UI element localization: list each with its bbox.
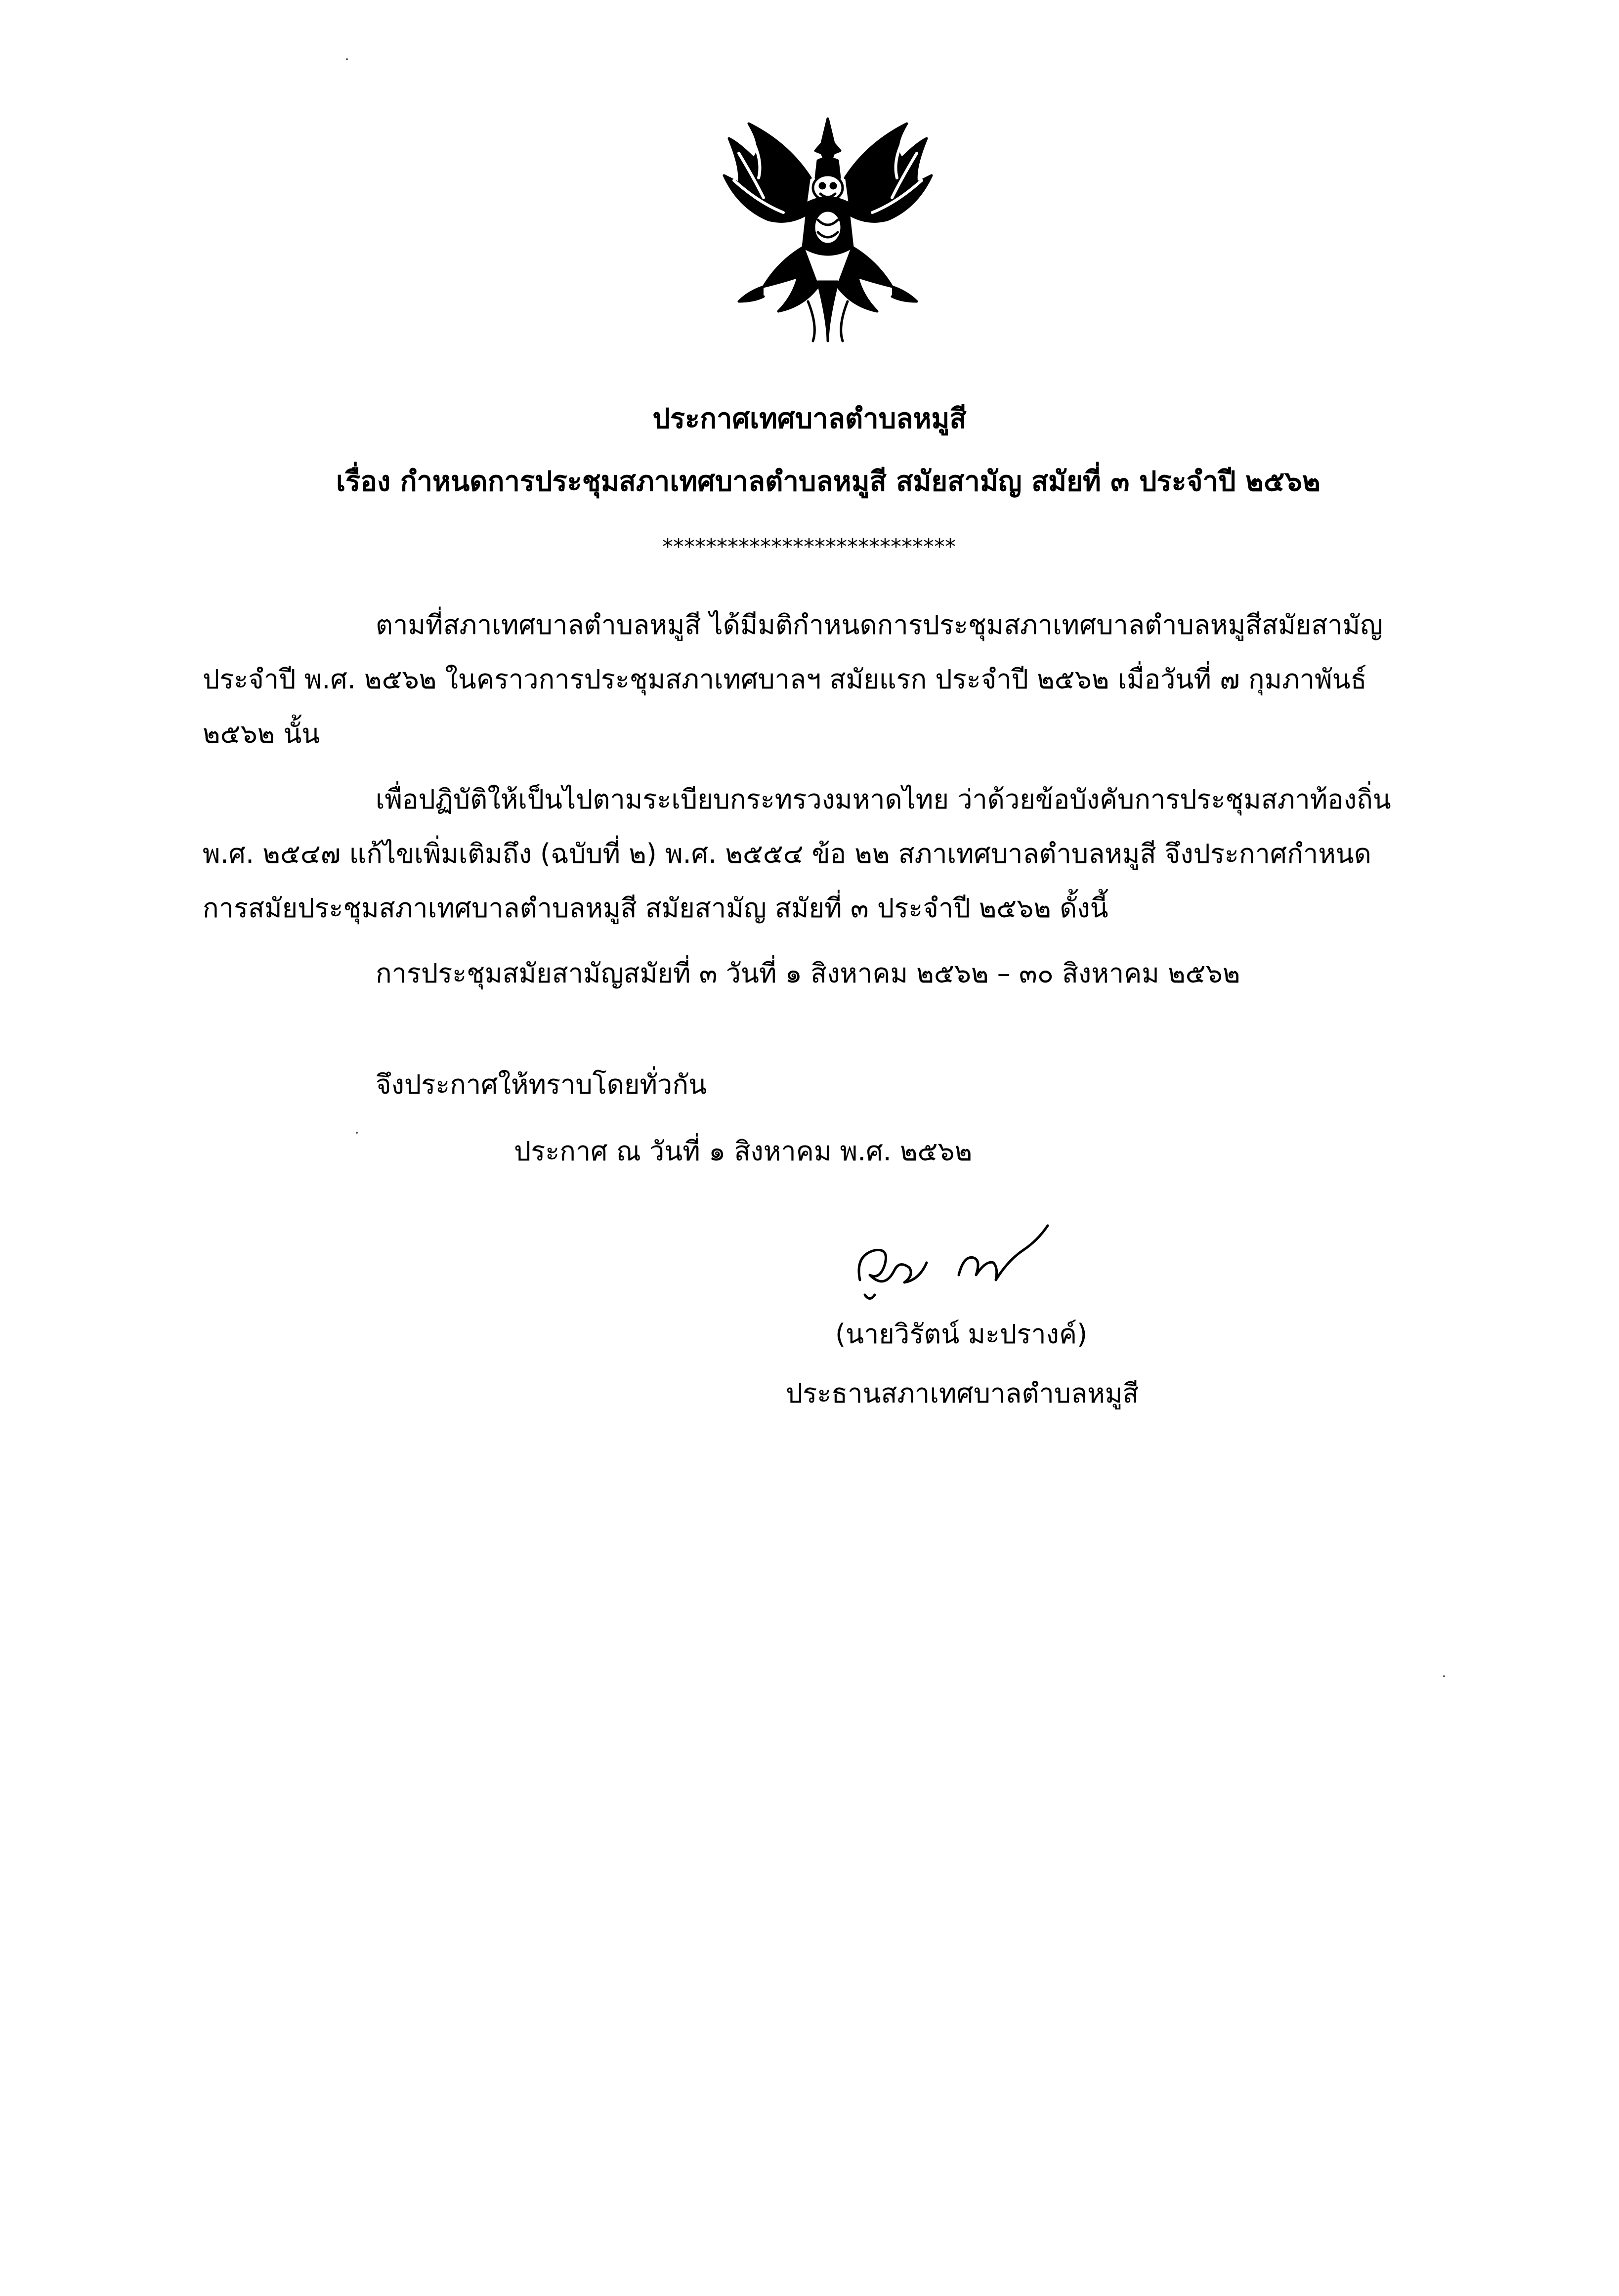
- paragraph-1-line-3: ๒๕๖๒ นั้น: [203, 718, 320, 749]
- announcement-date: ประกาศ ณ วันที่ ๑ สิงหาคม พ.ศ. ๒๕๖๒: [514, 1136, 973, 1167]
- handwritten-signature: [840, 1221, 1077, 1305]
- closing-statement: จึงประกาศให้ทราบโดยทั่วกัน: [376, 1069, 707, 1100]
- separator-line: ***************************: [662, 534, 956, 559]
- announcement-title: ประกาศเทศบาลตำบลหมูสี: [652, 403, 967, 435]
- paragraph-2-line-2: พ.ศ. ๒๕๔๗ แก้ไขเพิ่มเติมถึง (ฉบับที่ ๒) พ.ศ. ๒๕๕๔ ข้อ ๒๒ สภาเทศบาลตำบลหมูสี จึงประกาศกำหนด: [203, 838, 1371, 869]
- scan-speck: [356, 1132, 358, 1134]
- garuda-emblem-icon: [719, 114, 937, 346]
- paragraph-2-line-3: การสมัยประชุมสภาเทศบาลตำบลหมูสี สมัยสามัญ สมัยที่ ๓ ประจำปี ๒๕๖๒ ดั้งนี้: [203, 893, 1108, 924]
- scan-speck: [1443, 1675, 1445, 1677]
- meeting-schedule: การประชุมสมัยสามัญสมัยที่ ๓ วันที่ ๑ สิงหาคม ๒๕๖๒ – ๓๐ สิงหาคม ๒๕๖๒: [376, 958, 1240, 989]
- paragraph-1-line-1: ตามที่สภาเทศบาลตำบลหมูสี ได้มีมติกำหนดการประชุมสภาเทศบาลตำบลหมูสีสมัยสามัญ: [376, 609, 1383, 640]
- scan-speck: [346, 58, 348, 60]
- signatory-position: ประธานสภาเทศบาลตำบลหมูสี: [786, 1378, 1139, 1409]
- announcement-subject: เรื่อง กำหนดการประชุมสภาเทศบาลตำบลหมูสี สมัยสามัญ สมัยที่ ๓ ประจำปี ๒๕๖๒: [336, 466, 1321, 498]
- paragraph-2-line-1: เพื่อปฏิบัติให้เป็นไปตามระเบียบกระทรวงมหาดไทย ว่าด้วยข้อบังคับการประชุมสภาท้องถิ่น: [376, 784, 1391, 815]
- paragraph-1-line-2: ประจำปี พ.ศ. ๒๕๖๒ ในคราวการประชุมสภาเทศบาลฯ สมัยแรก ประจำปี ๒๕๖๒ เมื่อวันที่ ๗ กุมภาพันธ์: [203, 664, 1367, 695]
- signatory-name: (นายวิรัตน์ มะปรางค์): [835, 1318, 1088, 1350]
